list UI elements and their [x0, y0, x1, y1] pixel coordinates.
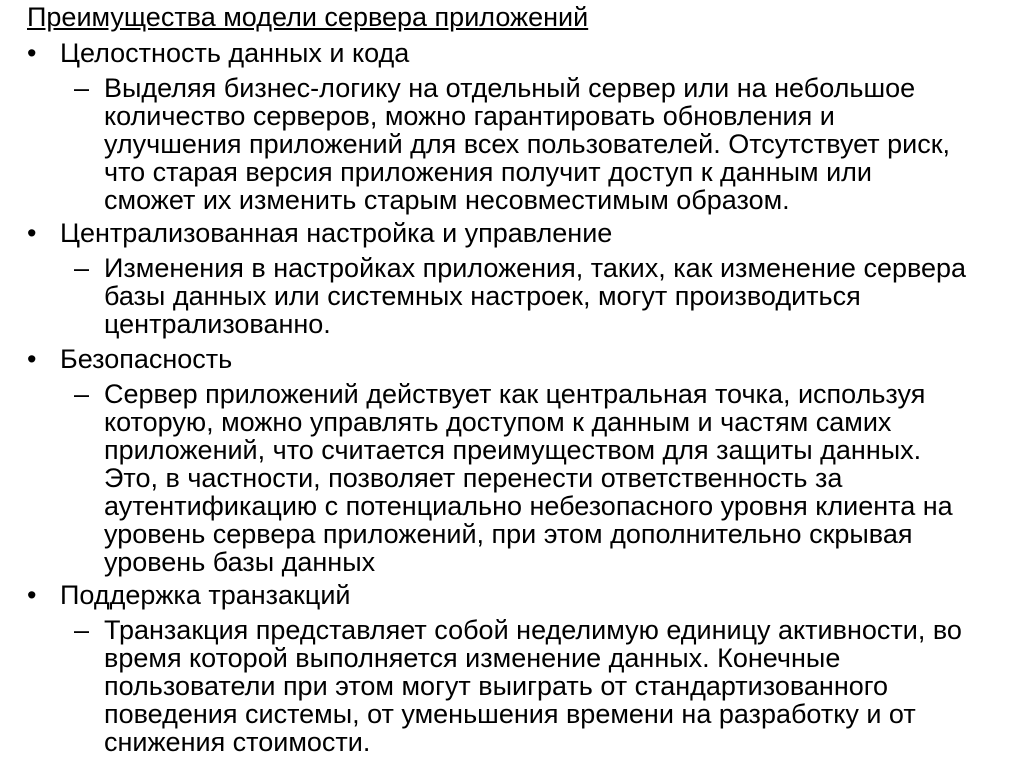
sub-text: [104, 380, 953, 576]
dash-mark: –: [74, 73, 90, 103]
bullet-mark: •: [27, 344, 37, 374]
sub-text: [104, 74, 950, 214]
text-line: приложений, что считается преимуществом для защиты данных.: [104, 435, 922, 465]
sub-text: [104, 616, 962, 756]
text-line: поведения системы, от уменьшения времени на разработку и от: [104, 699, 916, 729]
bullet-mark: •: [27, 580, 37, 610]
text-line: количество серверов, можно гарантировать обновления и: [104, 101, 835, 131]
text-line: которую, можно управлять доступом к данным и частям самих: [104, 407, 892, 437]
bullet-heading: Централизованная настройка и управление: [60, 218, 613, 248]
dash-mark: –: [74, 379, 90, 409]
text-line: улучшения приложений для всех пользователей. Отсутствует риск,: [104, 129, 951, 159]
text-line: снижения стоимости.: [104, 727, 371, 757]
bullet-heading: Безопасность: [60, 344, 233, 374]
text-line: уровень базы данных: [104, 547, 376, 577]
text-line: Выделяя бизнес-логику на отдельный сервер или на небольшое: [104, 73, 916, 103]
text-line: аутентификацию с потенциально небезопасного уровня клиента на: [104, 491, 953, 521]
bullet-mark: •: [27, 38, 37, 68]
text-line: пользователи при этом могут выиграть от стандартизованного: [104, 671, 889, 701]
text-line: что старая версия приложения получит доступ к данным или: [104, 157, 873, 187]
text-line: Сервер приложений действует как центральная точка, используя: [104, 379, 926, 409]
dash-mark: –: [74, 253, 90, 283]
sub-text: [104, 254, 966, 338]
text-line: Транзакция представляет собой неделимую единицу активности, во: [104, 615, 962, 645]
text-line: время которой выполняется изменение данных. Конечные: [104, 643, 841, 673]
text-line: централизованно.: [104, 309, 331, 339]
text-line: сможет их изменить старым несовместимым образом.: [104, 185, 790, 215]
bullet-heading: Поддержка транзакций: [60, 580, 351, 610]
bullet-heading: Целостность данных и кода: [60, 38, 410, 68]
text-line: уровень сервера приложений, при этом дополнительно скрывая: [104, 519, 913, 549]
bullet-mark: •: [27, 218, 37, 248]
slide-title: Преимущества модели сервера приложений: [27, 2, 589, 32]
text-line: Это, в частности, позволяет перенести ответственность за: [104, 463, 843, 493]
dash-mark: –: [74, 615, 90, 645]
text-line: Изменения в настройках приложения, таких, как изменение сервера: [104, 253, 967, 283]
text-line: базы данных или системных настроек, могут производиться: [104, 281, 861, 311]
